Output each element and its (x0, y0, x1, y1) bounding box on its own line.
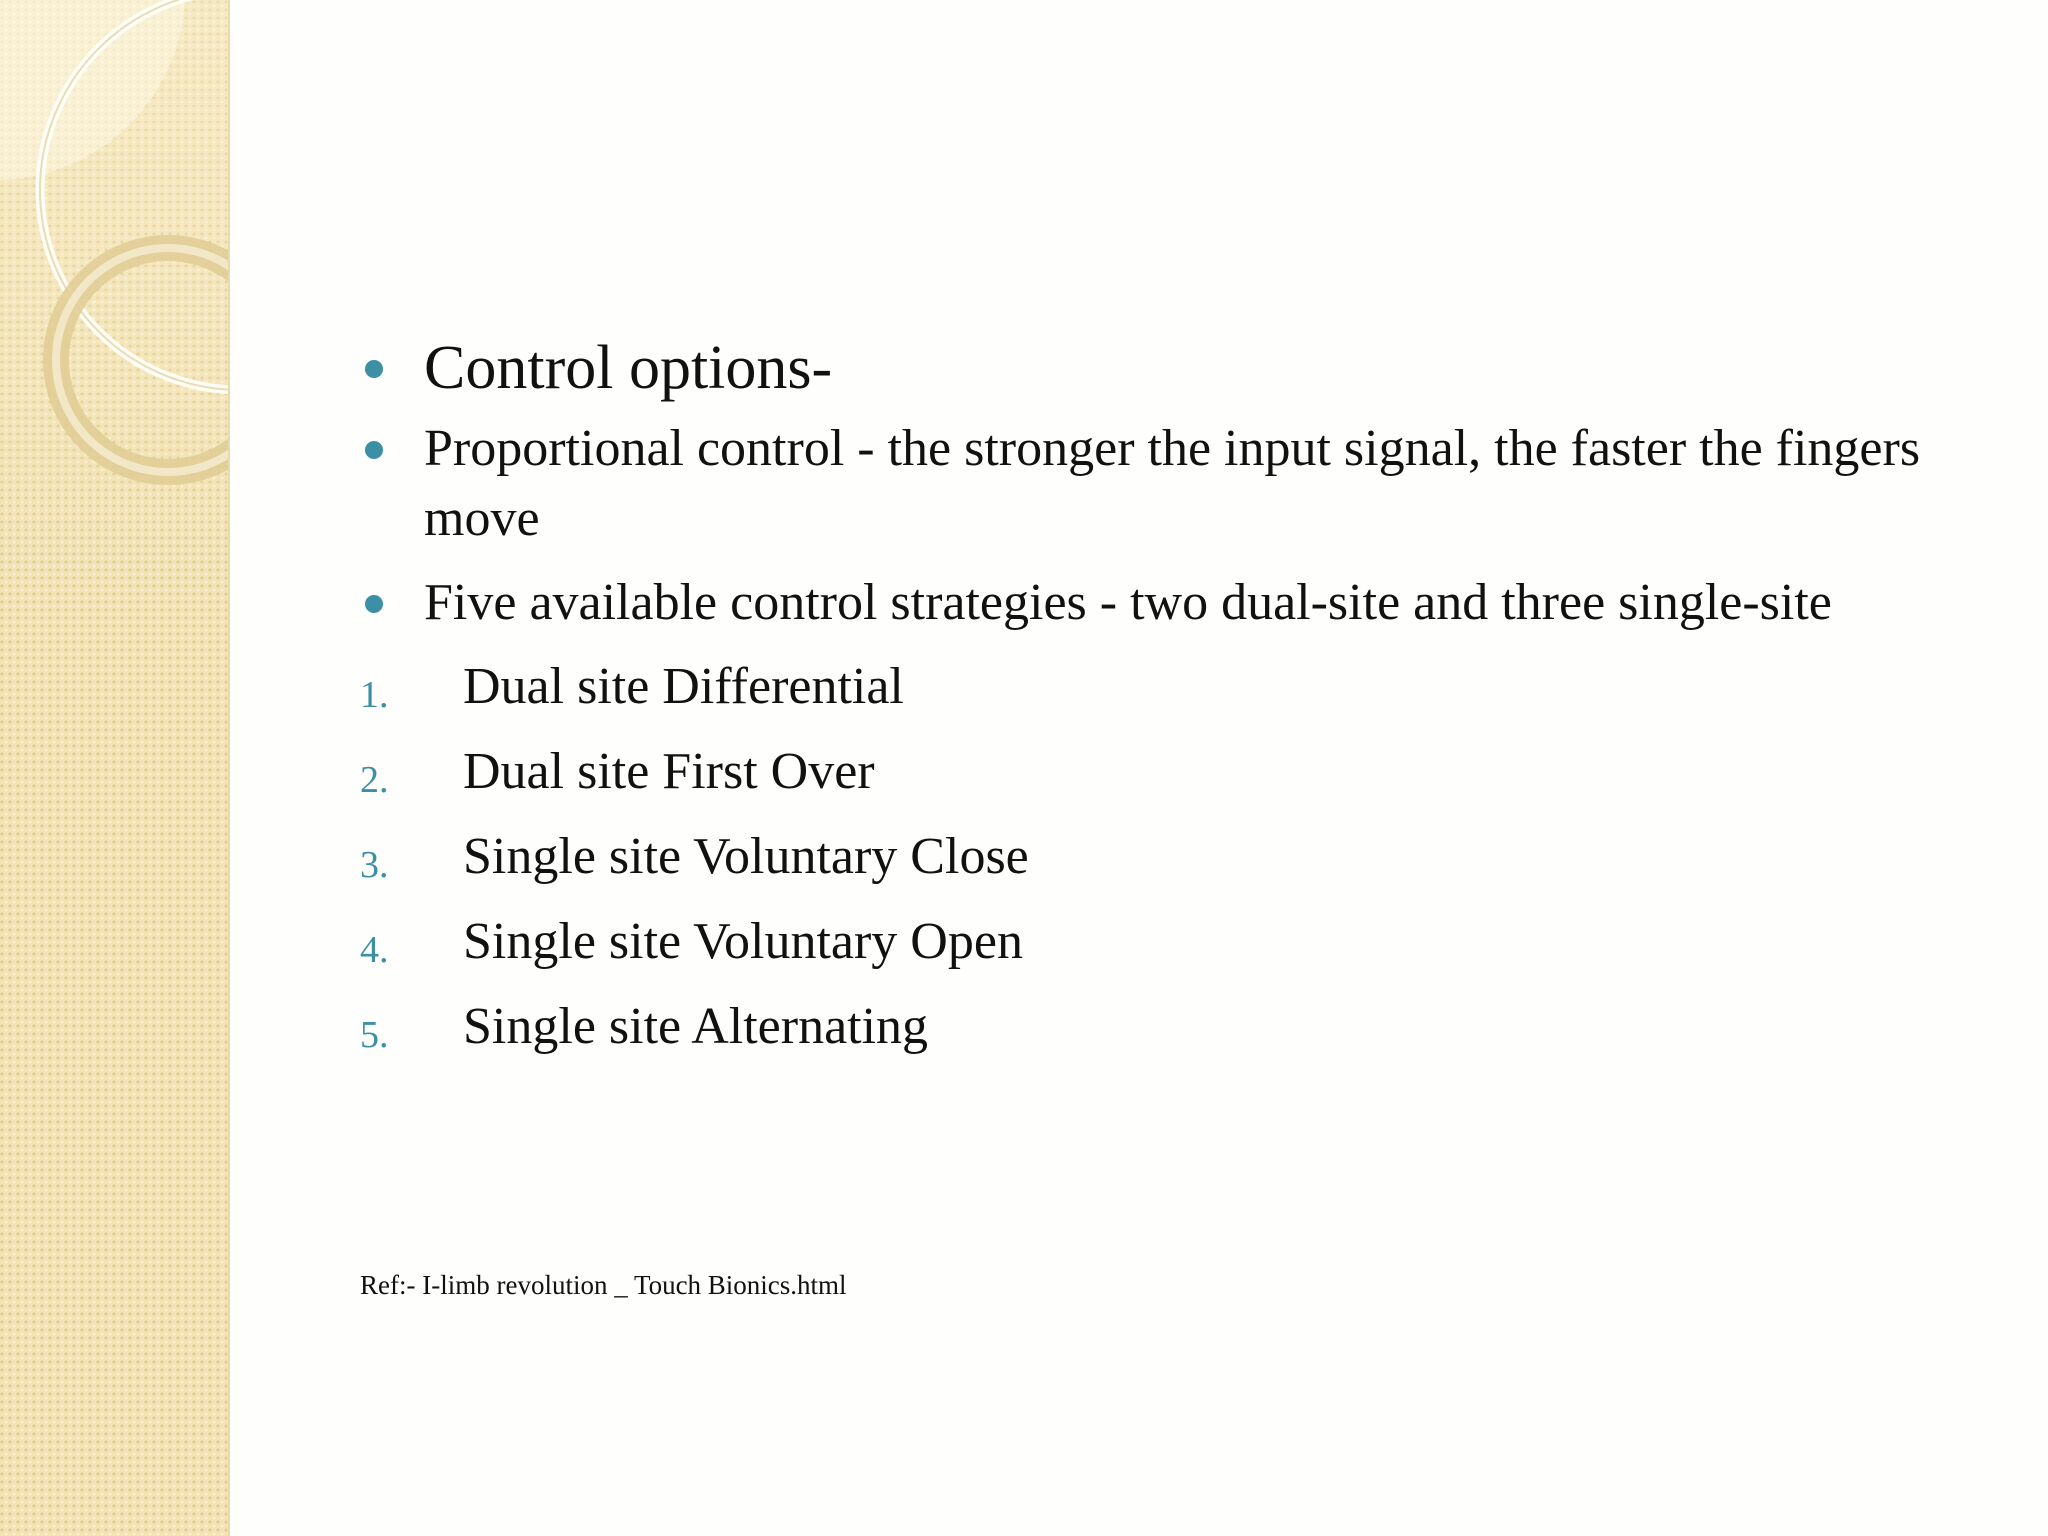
bullet-text: Five available control strategies - two dual-site and three single-site (424, 574, 1832, 631)
numbered-item (360, 652, 2020, 722)
item-text: Single site Voluntary Open (463, 913, 1023, 970)
bullet-text: Proportional control - the stronger the input signal, the faster the fingers move (424, 420, 1921, 547)
numbered-item (360, 737, 2020, 807)
item-text: Dual site First Over (463, 743, 875, 800)
reference-note: Ref:- I-limb revolution _ Touch Bionics.html (360, 1270, 847, 1300)
slide-body (360, 330, 2020, 1077)
numbered-item (360, 822, 2020, 892)
item-number: 5. (360, 1014, 389, 1056)
item-text: Dual site Differential (463, 658, 904, 715)
decorative-side-panel (0, 0, 230, 1536)
bullet-dot-icon (365, 595, 383, 613)
item-number: 2. (360, 759, 389, 801)
decorative-rings (0, 0, 228, 520)
bullet-item (360, 330, 2020, 406)
item-number: 4. (360, 929, 389, 971)
item-number: 3. (360, 844, 389, 886)
bullet-dot-icon (365, 360, 383, 378)
item-number: 1. (360, 674, 389, 716)
item-text: Single site Voluntary Close (463, 828, 1029, 885)
bullet-text: Control options- (424, 334, 833, 402)
bullet-item (360, 568, 2020, 638)
light-corner-shape (0, 0, 185, 180)
bullet-item (360, 414, 2020, 554)
numbered-item (360, 992, 2020, 1062)
bullet-dot-icon (365, 441, 383, 459)
item-text: Single site Alternating (463, 998, 929, 1055)
numbered-item (360, 907, 2020, 977)
